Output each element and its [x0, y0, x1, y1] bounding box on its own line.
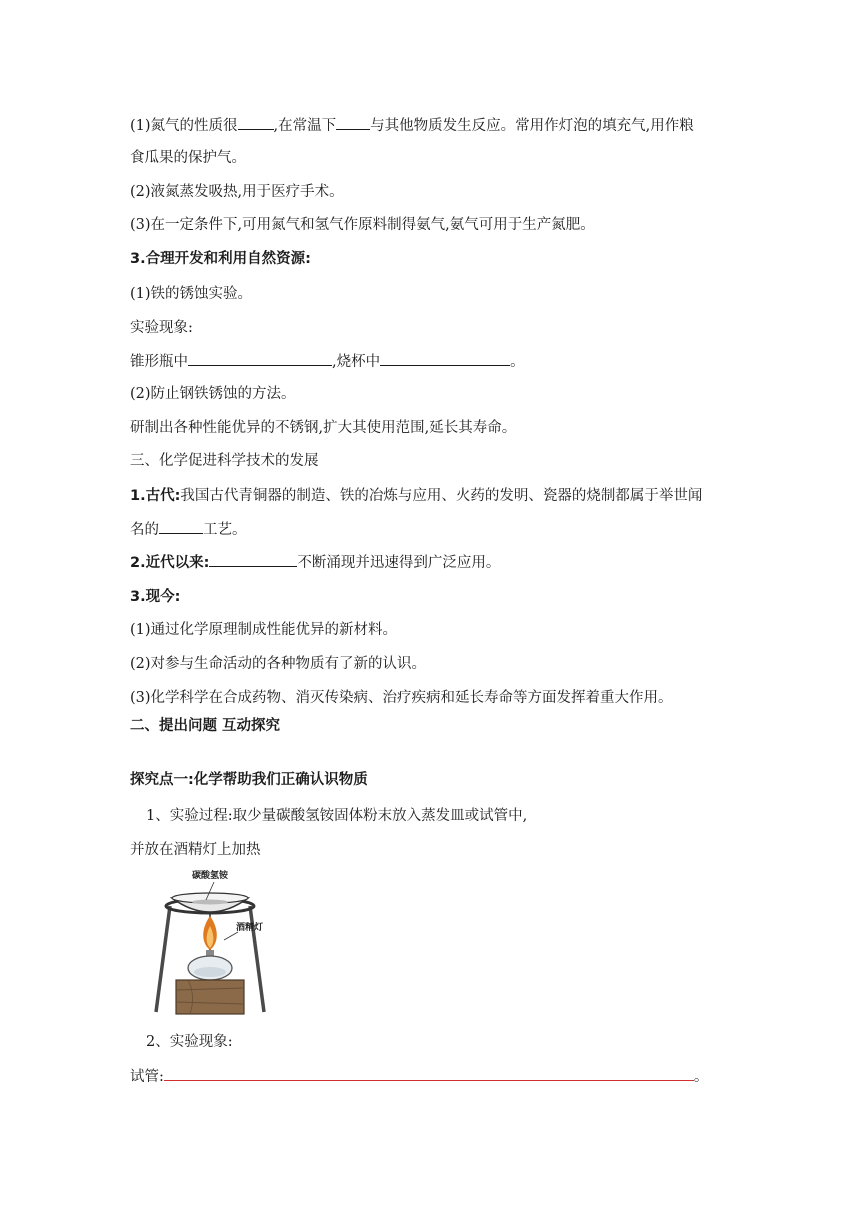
wooden-block	[176, 980, 244, 1014]
answer-line[interactable]	[164, 1066, 694, 1081]
paragraph-test-tube: 试管: 。	[130, 1066, 708, 1087]
text-line: (1)铁的锈蚀实验。	[130, 286, 253, 302]
section-heading: 3.现今:	[130, 589, 181, 605]
text-line: 实验现象:	[130, 320, 193, 336]
text-line: 研制出各种性能优异的不锈钢,扩大其使用范围,延长其寿命。	[130, 420, 517, 436]
label-ammonium-bicarbonate: 碳酸氢铵	[192, 871, 229, 881]
paragraph-ancient-cont: 名的 工艺。	[130, 519, 247, 540]
paragraph-nitrogen-properties: (1)氮气的性质很 ,在常温下 与其他物质发生反应。常用作灯泡的填充气,用作粮	[130, 115, 694, 136]
text-line: (3)在一定条件下,可用氮气和氢气作原料制得氨气,氨气可用于生产氮肥。	[130, 217, 595, 233]
text-line: (1)通过化学原理制成性能优异的新材料。	[130, 622, 398, 638]
fill-blank[interactable]	[380, 351, 510, 366]
fill-blank[interactable]	[238, 115, 274, 130]
heating-apparatus-figure	[148, 866, 272, 1016]
tripod-leg	[156, 906, 170, 1012]
label-alcohol-lamp: 酒精灯	[236, 923, 264, 933]
paragraph-ancient: 1.古代:我国古代青铜器的制造、铁的冶炼与应用、火药的发明、瓷器的烧制都属于举世闻	[130, 488, 703, 504]
section-heading: 3.合理开发和利用自然资源:	[130, 251, 311, 267]
section-heading: 三、化学促进科学技术的发展	[130, 453, 319, 469]
paragraph-phenomenon: 锥形瓶中 ,烧杯中 。	[130, 351, 525, 372]
fill-blank[interactable]	[188, 351, 332, 366]
text-line: 食瓜果的保护气。	[130, 150, 246, 166]
text-line: 1、实验过程:取少量碳酸氢铵固体粉末放入蒸发皿或试管中,	[146, 808, 528, 824]
fill-blank[interactable]	[159, 519, 203, 534]
section-heading: 二、提出问题 互动探究	[130, 718, 281, 734]
fill-blank[interactable]	[336, 115, 370, 130]
text-line: (2)对参与生命活动的各种物质有了新的认识。	[130, 656, 427, 672]
subsection-heading: 探究点一:化学帮助我们正确认识物质	[130, 772, 368, 788]
ammonium-bicarbonate-powder	[192, 900, 228, 905]
text-line: (2)防止钢铁锈蚀的方法。	[130, 386, 296, 402]
tripod-leg	[250, 906, 264, 1012]
text-line: 2、实验现象:	[146, 1034, 233, 1050]
text-line: 并放在酒精灯上加热	[130, 842, 261, 858]
paragraph-modern: 2.近代以来: 不断涌现并迅速得到广泛应用。	[130, 552, 500, 573]
fill-blank[interactable]	[209, 552, 297, 567]
text-line: (2)液氮蒸发吸热,用于医疗手术。	[130, 184, 344, 200]
text-line: (3)化学科学在合成药物、消灭传染病、治疗疾病和延长寿命等方面发挥着重大作用。	[130, 690, 673, 706]
